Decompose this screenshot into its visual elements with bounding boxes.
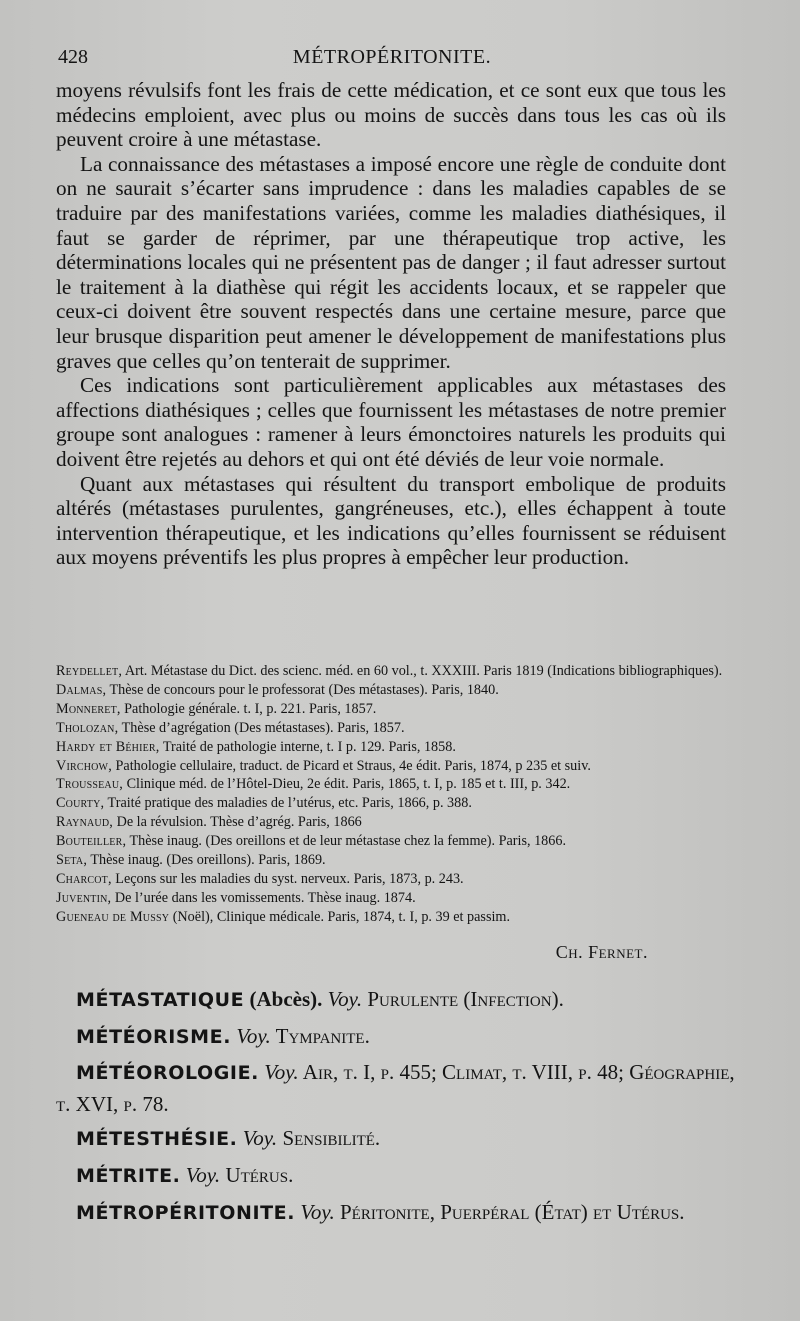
see-also-marker: Voy. (236, 1024, 271, 1048)
reference-text: De l’urée dans les vomissements. Thèse inaug. 1874. (111, 889, 416, 906)
article-body (56, 78, 726, 570)
page-header (58, 44, 726, 70)
reference-author: Juventin, (56, 889, 112, 906)
reference-author: Charcot, (56, 870, 112, 887)
reference-author: Hardy et Béhier, (56, 738, 160, 755)
reference-text: Traité pratique des maladies de l’utérus, etc. Paris, 1866, p. 388. (104, 795, 472, 812)
reference-author: Dalmas, (56, 681, 107, 698)
reference-text: (Noël), Clinique médicale. Paris, 1874, t. I, p. 39 et passim. (169, 908, 510, 925)
entry-metesthesie (56, 1122, 736, 1155)
reference-item (56, 813, 726, 832)
reference-text: Thèse d’agrégation (Des métastases). Paris, 1857. (118, 719, 405, 736)
paragraph-embolic-metastases: Quant aux métastases qui résultent du transport embolique de produits altérés (métastases purulentes, gangréneuses, etc.), elles échappent à toute intervention thérapeutique, et les indications qu’elles fournissent se réduisent aux moyens préventifs les plus propres à empêcher leur production. (56, 471, 726, 570)
entry-term: MÉTROPÉRITONITE. (76, 1202, 296, 1224)
reference-item (56, 870, 726, 889)
entry-term: MÉTESTHÉSIE. (76, 1128, 238, 1150)
reference-item (56, 851, 726, 870)
reference-text: De la révulsion. Thèse d’agrég. Paris, 1866 (113, 814, 362, 831)
reference-author: Seta, (56, 852, 88, 869)
reference-author: Reydellet, (56, 663, 123, 679)
see-also-marker: Voy. (327, 987, 363, 1011)
reference-author: Courty, (56, 795, 105, 812)
reference-author: Trousseau, (56, 776, 124, 793)
author-signature: Ch. Fernet. (555, 942, 648, 962)
entry-term: MÉTASTATIQUE (76, 989, 245, 1011)
reference-item (56, 794, 726, 813)
reference-item (56, 662, 726, 681)
reference-text: Pathologie générale. t. I, p. 221. Paris, 1857. (120, 700, 377, 717)
entry-qualifier: (Abcès). (244, 987, 323, 1011)
reference-text: Leçons sur les maladies du syst. nerveux. Paris, 1873, p. 243. (111, 870, 464, 887)
reference-text: Thèse de concours pour le professorat (Des métastases). Paris, 1840. (106, 681, 499, 698)
reference-text: Thèse inaug. (Des oreillons). Paris, 1869. (87, 852, 326, 869)
reference-text: Clinique méd. de l’Hôtel-Dieu, 2e édit. Paris, 1865, t. I, p. 185 et t. III, p. 342. (123, 776, 571, 793)
reference-item (56, 700, 726, 719)
reference-author: Tholozan, (56, 719, 119, 736)
reference-author: Raynaud, (56, 814, 114, 831)
entry-term: MÉTRITE. (76, 1165, 181, 1187)
see-also-marker: Voy. (185, 1163, 221, 1187)
dictionary-entries (56, 983, 736, 1233)
see-also-marker: Voy. (242, 1126, 278, 1150)
entry-metrite (56, 1159, 736, 1192)
entry-meteorologie (56, 1057, 736, 1120)
entry-metastatique (56, 983, 736, 1016)
cross-reference[interactable]: Tympanite. (270, 1024, 370, 1048)
reference-author: Virchow, (56, 757, 112, 774)
paragraph-diathesis-rule: La connaissance des métastases a imposé encore une règle de conduite dont on ne saurait s’écarter sans imprudence : dans les maladies capables de se traduire par des manifestations variées, comme les maladies diathésiques, il faut se garder de réprimer, par une thérapeutique trop active, les déterminations locales qui ne présentent pas de danger ; il faut adresser surtout le traitement à la diathèse qui régit les accidents locaux, et se rappeler que ceux-ci doivent être souvent respectés dans une certaine mesure, parce que leur brusque disparition peut amener le développement de manifestations plus graves que celles qu’on tenterait de supprimer. (56, 151, 726, 373)
reference-text: Pathologie cellulaire, traduct. de Picard et Straus, 4e édit. Paris, 1874, p 235 et suiv. (111, 757, 591, 774)
reference-author: Gueneau de Mussy (56, 908, 170, 925)
cross-reference[interactable]: Sensibilité. (277, 1126, 381, 1150)
reference-item (56, 719, 726, 738)
page-number: 428 (58, 46, 88, 68)
see-also-marker: Voy. (300, 1200, 335, 1224)
cross-reference[interactable]: Péritonite, Puerpéral (État) et Utérus. (334, 1200, 685, 1224)
reference-item (56, 681, 726, 700)
reference-text: Thèse inaug. (Des oreillons et de leur métastase chez la femme). Paris, 1866. (126, 833, 567, 850)
reference-item (56, 908, 726, 927)
reference-item (56, 832, 726, 851)
paragraph-continuation: moyens révulsifs font les frais de cette médication, et ce sont eux que tous les médecins emploient, avec plus ou moins de succès dans tous les cas où ils peuvent croire à une métastase. (56, 78, 726, 152)
cross-reference[interactable]: Utérus. (220, 1163, 294, 1187)
entry-meteorisme (56, 1020, 736, 1053)
cross-reference[interactable]: Air, t. I, p. 455; Climat, t. VIII, p. 48; Géographie, t. XVI, p. 78. (56, 1060, 735, 1116)
reference-text: Traité de pathologie interne, t. I p. 129. Paris, 1858. (159, 738, 456, 755)
reference-item (56, 757, 726, 776)
reference-author: Bouteiller, (56, 833, 127, 850)
reference-item (56, 889, 726, 908)
paragraph-indications: Ces indications sont particulièrement applicables aux métastases des affections diathésiques ; celles que fournissent les métastases de notre premier groupe sont analogues : ramener à leurs émonctoires naturels les produits qui doivent être rejetés au dehors et qui ont été déviés de leur voie normale. (56, 373, 726, 471)
reference-author: Monneret, (56, 700, 121, 717)
bibliography (56, 662, 726, 927)
reference-item (56, 738, 726, 757)
entry-metroperitonite (56, 1196, 736, 1229)
running-title: MÉTROPÉRITONITE. (292, 46, 492, 68)
entry-term: MÉTÉOROLOGIE. (76, 1062, 260, 1084)
see-also-marker: Voy. (264, 1060, 299, 1084)
entry-term: MÉTÉORISME. (76, 1026, 232, 1048)
cross-reference[interactable]: Purulente (Infection). (362, 987, 564, 1011)
reference-text: Art. Métastase du Dict. des scienc. méd. en 60 vol., t. XXXIII. Paris 1819 (Indications bibliographiques). (122, 663, 723, 679)
reference-item (56, 775, 726, 794)
